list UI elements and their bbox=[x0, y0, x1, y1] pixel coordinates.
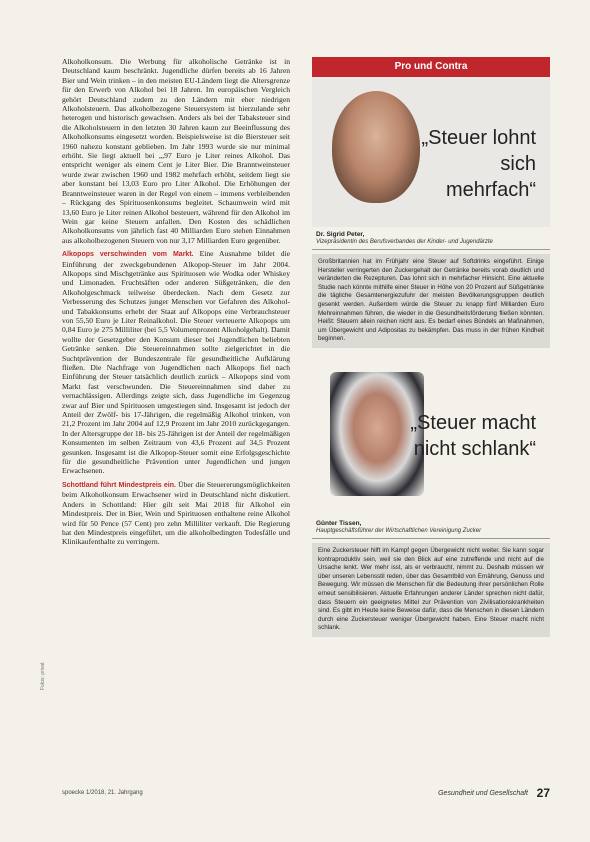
pro-author-name: Dr. Sigrid Peter, bbox=[316, 231, 365, 238]
page-number: 27 bbox=[536, 786, 550, 800]
article-paragraph bbox=[62, 480, 290, 547]
divider bbox=[312, 249, 550, 250]
article-paragraph bbox=[62, 249, 290, 476]
paragraph-lead: Schottland führt Mindestpreis ein. bbox=[62, 481, 176, 489]
pro-contra-box bbox=[312, 57, 550, 637]
paragraph-text: Alkoholkonsum. Die Werbung für alkoholische Getränke ist in Deutschland kaum beschränkt. Jugendliche dürfen bereits ab 16 Jahren Bier und Wein trinken – in den meisten EU-Ländern liegt die Altersgrenze für den Erwerb von Alkohol bei 18 Jahren. Im europäischen Vergleich gehört Deutschland zudem zu den Ländern mit eher niedrigen Alkoholsteuern. Das alkoholbezogene Steuersystem ist hierzulande sehr heterogen und historisch gewachsen. Anders als bei der Tabaksteuer sind die Alkoholsteuern in den letzten 30 Jahren kaum zur Beeinflussung des Alkoholkonsums eingesetzt worden. Beispielsweise ist die Biersteuer seit 1960 nahezu konstant geblieben. Im Jahr 1993 wurde sie nur minimal erhöht. Sie liegt aktuell bei „,97 Euro je Liter reines Alkohol. Das entspricht weniger als einem Cent je Liter Bier. Die Branntweinsteuer wurde zwar zwischen 1960 und 1982 mehrfach erhöht, seitdem liegt sie aber konstant bei 13,03 Euro pro Liter Alkohol. Die Erhöhungen der Branntweinsteuer waren in der Regel von einem – immens verbleibenden – Rückgang des Spirituosenkonsums begleitet. Schaumwein wird mit 13,60 Euro je Liter reinen Alkohol besteuert, während für den Alkohol im Wein gar keine Steuern anfallen. Den Kosten des schädlichen Alkoholkonsums von jährlich fast 40 Milliarden Euro stehen Einnahmen aus alkoholbezogenen Steuern von nur 3,17 Milliarden Euro gegenüber. bbox=[62, 57, 290, 245]
contra-author-role: Hauptgeschäftsführer der Wirtschaftlichen Vereinigung Zucker bbox=[316, 527, 482, 534]
pro-statement: Großbritannien hat im Frühjahr eine Steuer auf Softdrinks eingeführt. Einige Hersteller verringerten den Zuckergehalt der Getränke bereits vorab deutlich und veränderten die Rezepturen. Das lohnt sich in mehrfacher Hinsicht. Eine aktuelle Studie nach könnte mithilfe einer Steuer in Höhe von 20 Prozent auf Süßgetränke die tägliche Gesamtenergiezufuhr der meisten Bevölkerungsgruppen deutlich gesenkt werden. Außerdem würde die Steuer zu knapp fünf Milliarden Euro Mehreinnahmen führen, die wieder in die Gesundheitsförderung fließen könnten. Heißt: Steuern allein reichen nicht aus. Es bedarf eines Bündels an Maßnahmen, um Übergewicht und Adipositas zu bekämpfen. Das muss in der frühen Kindheit beginnen. bbox=[312, 254, 550, 348]
photo-credit: Fotos: privat bbox=[40, 662, 46, 690]
paragraph-lead: Alkopops verschwinden vom Markt. bbox=[62, 251, 194, 259]
article-paragraph bbox=[62, 57, 290, 245]
footer-magazine: Gesundheit und Gesellschaft bbox=[438, 790, 528, 797]
pro-author-role: Vizepräsidentin des Berufsverbandes der Kinder- und Jugendärzte bbox=[316, 239, 493, 245]
paragraph-text: Über die Steuererungsmöglichkeiten beim Alkoholkonsum Erwachsener wird in Deutschland nicht diskutiert. Anders in Schottland: Hier gilt seit Mai 2018 für Alkohol ein Mindestpreis. Der in Bier, Wein und Spirituosen enthaltene reine Alkohol wird für 50 Pence (57 Cent) pro zehn Milliliter verkauft. Die Regierung hat den Mindestpreis eingeführt, um die alkoholbedingten Todesfälle und Klinikaufenthalte zu verringern. bbox=[62, 479, 291, 547]
pro-quote: „Steuer lohnt sich mehrfach“ bbox=[421, 127, 536, 201]
pro-panel bbox=[312, 77, 550, 227]
contra-panel bbox=[312, 366, 550, 516]
page-footer bbox=[62, 786, 550, 802]
contra-quote: „Steuer macht nicht schlank“ bbox=[410, 411, 536, 460]
contra-author-name: Günter Tissen, bbox=[316, 519, 362, 527]
divider bbox=[312, 538, 550, 539]
contra-statement: Eine Zuckersteuer hilft im Kampf gegen Übergewicht nicht weiter. Sie kann sogar kontraproduktiv sein, weil sie den Blick auf eine zutreffende und nicht auf die Ursache lenkt. Wer mehr isst, als er verbraucht, nimmt zu. Deshalb müssen wir über unseren Lebensstil reden, über das Gesamtbild von Ernährung, Genuss und Bewegung. Wir müssen die Menschen für die Bedeutung ihrer persönlichen Rolle erneut sensibilisieren. Aktuelle Erfahrungen anderer Länder sprechen nicht dafür, dass Steuern ein geeignetes Mittel zur Prävention von Zivilisationskrankheiten sind. Es gibt im Heute keine Beweise dafür, dass die Menschen in diesen Ländern durch eine Zuckersteuer weniger Übergewicht haben. Eine Steuer macht nicht schlank. bbox=[312, 543, 550, 637]
article-body bbox=[62, 57, 290, 551]
footer-issue: spoecke 1/2018, 21. Jahrgang bbox=[62, 790, 143, 796]
pro-contra-header: Pro und Contra bbox=[312, 57, 550, 77]
paragraph-text: Eine Ausnahme bildet die Einführung der zweckgebundenen Alkopop-Steuer im Jahr 2004. Alkopops sind Mischgetränke aus Spirituosen wie Wodka oder Whiskey und Limonaden. Fruchtsäften oder anderen Süßgetränken, die den Alkoholgeschmack teilweise überdecken. Nach dem Gesetz zur Verbesserung des Schutzes junger Menschen vor Gefahren des Alkohol- und Tabakkonsums erhebt der Staat auf Alkopops eine Verbrauchsteuer von 55,50 Euro je Liter Reinalkohol. Die Steuer verteuerte Alkopops um 0,84 Euro je 275 Milliliter (bei 5,5 Volumenprozent Alkoholgehalt). Damit wollte der Gesetzgeber den Konsum dieser bei Jugendlichen beliebten Getränke senken. Die Steuereinnahmen sollte zielgerichtet in die Suchtprävention der Bundeszentrale für gesundheitliche Aufklärung fließen. Die Nachfrage von Jugendlichen nach Alkopops fiel nach Einführung der Steuer tatsächlich deutlich zurück – Alkopops sind vom Markt fast verschwunden. Die Steuereinnahmen sind daher zu vernachlässigen. Allerdings zeigte sich, dass Jugendliche im Gegenzug zwar auf Bier und Spirituosen umgestiegen sind. Insgesamt ist jedoch der Anteil der Zwölf- bis 17-Jährigen, die regelmäßig Alkohol trinken, von 21,2 Prozent im Jahr 2004 auf 12,9 Prozent im Jahr 2010 zurückgegangen. In der Altersgruppe der 18- bis 25-Jährigen ist der Anteil der regelmäßigen Konsumenten im selben Zeitraum von 43,6 Prozent auf 34,5 Prozent gesunken. Insgesamt ist die Alkopop-Steuer somit eine Erfolgsgeschichte für die gesundheitliche Prävention unter Jugendlichen und jungen Erwachsenen. bbox=[62, 249, 290, 476]
